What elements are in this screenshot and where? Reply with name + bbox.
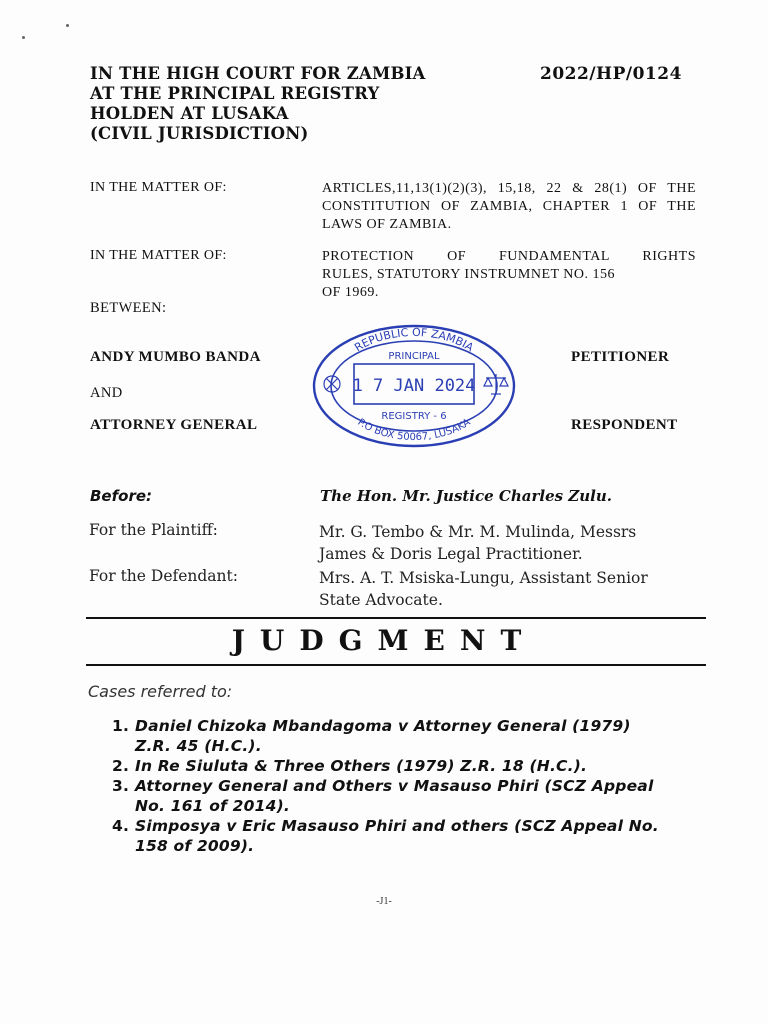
- stamp-registry: REGISTRY - 6: [381, 411, 447, 422]
- case-line: Simposya v Eric Masauso Phiri and others (SCZ Appeal No.: [135, 817, 659, 835]
- matter-text-line: OF 1969.: [322, 285, 379, 300]
- defendant-counsel: [319, 567, 719, 611]
- judgment-title: JUDGMENT: [231, 624, 537, 657]
- matter-label: IN THE MATTER OF:: [90, 248, 227, 263]
- case-number: 2022/HP/0124: [540, 64, 682, 84]
- case-line: Attorney General and Others v Masauso Phiri (SCZ Appeal: [135, 777, 654, 795]
- plaintiff-label: For the Plaintiff:: [89, 521, 218, 539]
- respondent-role: RESPONDENT: [571, 417, 678, 433]
- stamp-office: PRINCIPAL: [388, 351, 440, 362]
- registry-stamp: [310, 322, 518, 450]
- page-number: -J1-: [376, 896, 392, 907]
- petitioner-name: ANDY MUMBO BANDA: [90, 349, 261, 365]
- plaintiff-counsel-line: James & Doris Legal Practitioner.: [319, 545, 583, 563]
- case-line: Z.R. 45 (H.C.).: [135, 737, 262, 755]
- respondent-name: ATTORNEY GENERAL: [90, 417, 258, 433]
- case-item: [112, 816, 702, 856]
- court-line: IN THE HIGH COURT FOR ZAMBIA: [90, 64, 426, 83]
- top-divider: [86, 617, 706, 619]
- stamp-date: 1 7 JAN 2024: [352, 376, 476, 396]
- case-number-marker: 4.: [112, 817, 130, 835]
- cases-list: [112, 716, 702, 856]
- bottom-divider: [86, 664, 706, 666]
- before-label: Before:: [90, 487, 153, 505]
- case-number-marker: 3.: [112, 777, 130, 795]
- presiding-judge: The Hon. Mr. Justice Charles Zulu.: [320, 487, 612, 505]
- case-line: No. 161 of 2014).: [135, 797, 290, 815]
- petitioner-role: PETITIONER: [571, 349, 670, 365]
- case-line: 158 of 2009).: [135, 837, 255, 855]
- between-label: BETWEEN:: [90, 300, 167, 316]
- stamp-bottom-arc-text: P.O BOX 50067, LUSAKA: [355, 416, 473, 444]
- court-line: AT THE PRINCIPAL REGISTRY: [90, 84, 380, 103]
- case-number-marker: 2.: [112, 757, 130, 775]
- plaintiff-counsel-line: Mr. G. Tembo & Mr. M. Mulinda, Messrs: [319, 523, 637, 541]
- matter-text: [322, 248, 696, 302]
- case-line: In Re Siuluta & Three Others (1979) Z.R. 18 (H.C.).: [135, 757, 588, 775]
- court-line: (CIVIL JURISDICTION): [90, 124, 309, 143]
- cases-heading: Cases referred to:: [88, 682, 233, 701]
- scan-speck: [22, 36, 25, 39]
- scan-speck: [66, 24, 69, 27]
- matter-text-line: RULES, STATUTORY INSTRUMNET NO. 156: [322, 267, 616, 282]
- case-number-marker: 1.: [112, 717, 130, 735]
- defendant-counsel-line: Mrs. A. T. Msiska-Lungu, Assistant Senior: [319, 569, 648, 587]
- case-item: [112, 716, 702, 756]
- court-header: [90, 64, 490, 144]
- matter-text: ARTICLES,11,13(1)(2)(3), 15,18, 22 & 28(1) OF THE CONSTITUTION OF ZAMBIA, CHAPTER 1 OF THE LAWS OF ZAMBIA.: [322, 181, 696, 232]
- defendant-label: For the Defendant:: [89, 567, 238, 585]
- and-label: AND: [90, 385, 123, 401]
- stamp-top-arc-text: REPUBLIC OF ZAMBIA: [352, 325, 476, 355]
- case-item: [112, 776, 702, 816]
- case-line: Daniel Chizoka Mbandagoma v Attorney General (1979): [135, 717, 631, 735]
- scales-of-justice-icon: [484, 374, 508, 394]
- matter-text-line: PROTECTION OF FUNDAMENTAL RIGHTS: [322, 249, 696, 264]
- matter-label: IN THE MATTER OF:: [90, 180, 227, 195]
- court-line: HOLDEN AT LUSAKA: [90, 104, 289, 123]
- plaintiff-counsel: [319, 521, 719, 565]
- case-item: [112, 756, 702, 776]
- defendant-counsel-line: State Advocate.: [319, 591, 443, 609]
